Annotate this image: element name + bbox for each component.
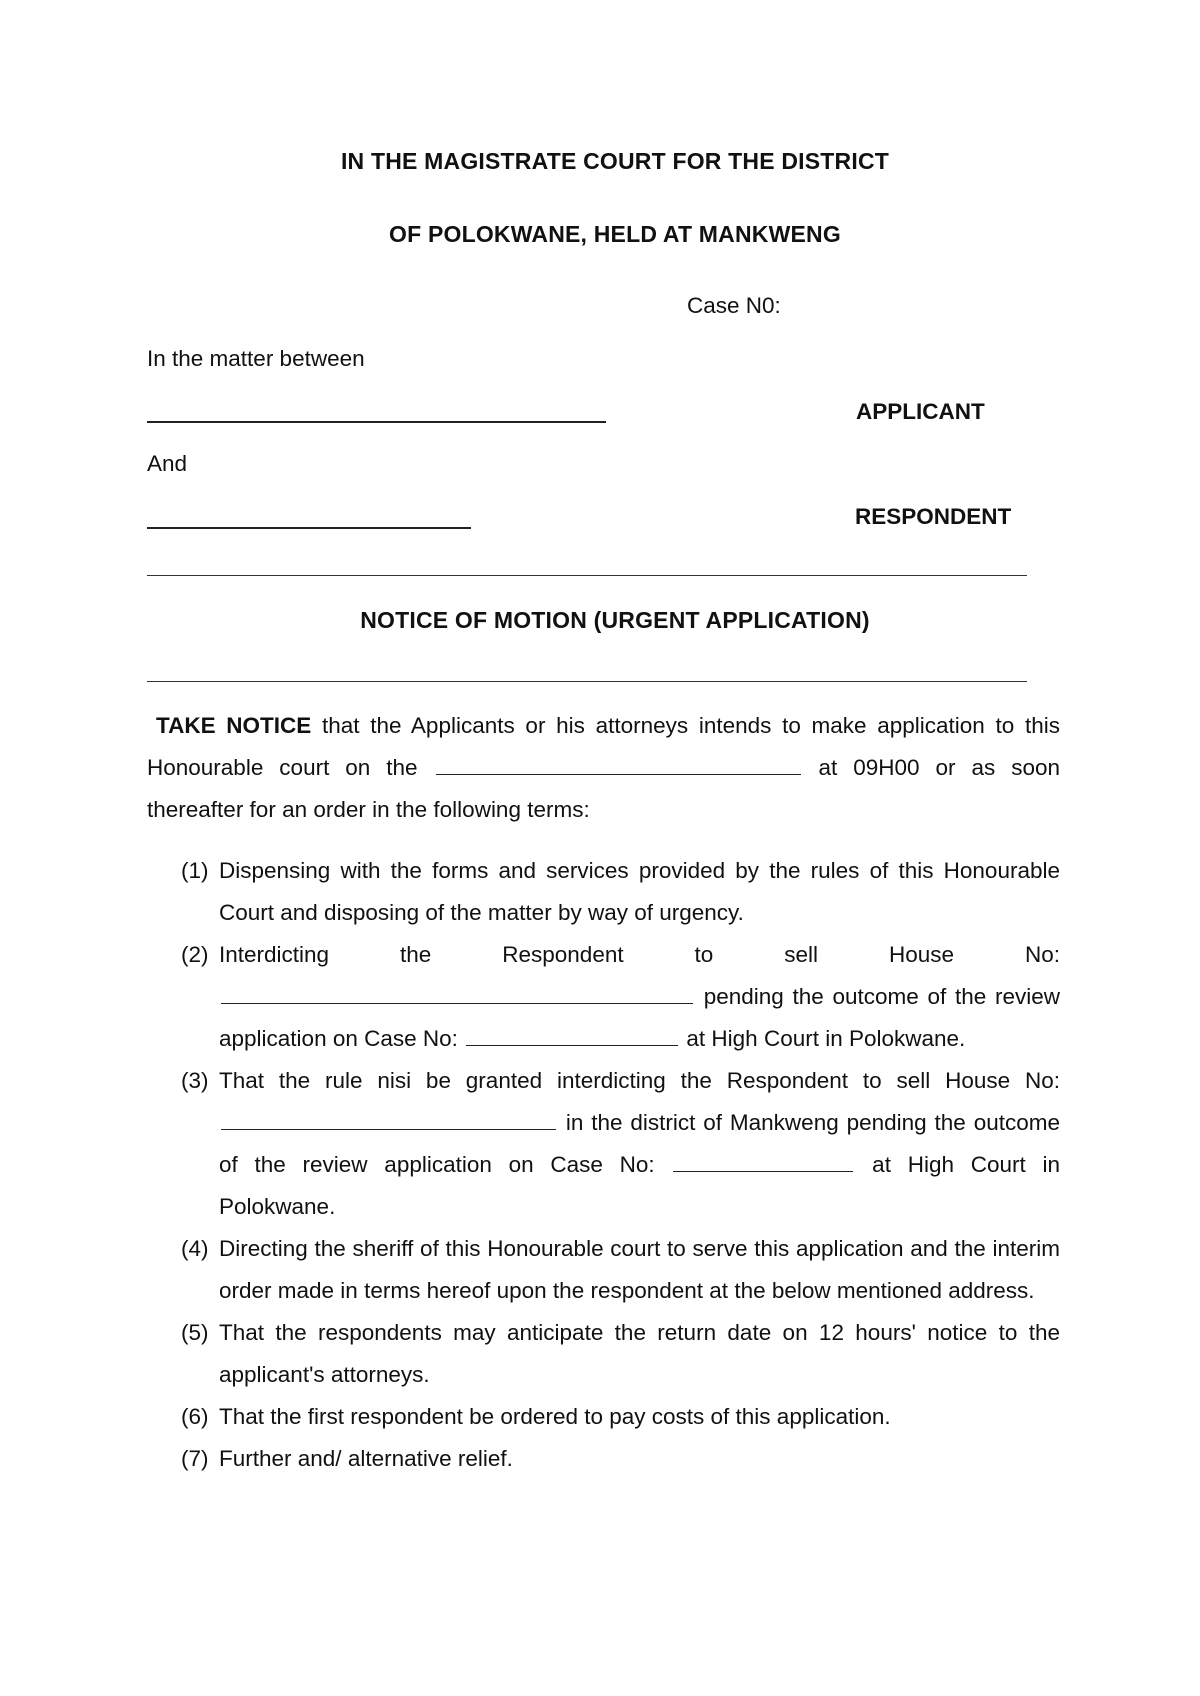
item-text: That the respondents may anticipate the return date on 12 hours' notice to the applicant's attorneys.: [219, 1320, 1060, 1387]
list-item: [181, 934, 1060, 1060]
item-text: Further and/ alternative relief.: [219, 1446, 513, 1471]
intro-text-1: that the Applicants or his attorneys intends to make application to this Honourable court on the: [147, 713, 1060, 780]
applicant-name-blank: [147, 421, 606, 423]
and-label: And: [147, 451, 188, 476]
respondent-label: RESPONDENT: [855, 504, 1012, 529]
case-number-blank: [466, 1023, 678, 1046]
respondent-name-blank: [147, 527, 471, 529]
order-terms-list: [181, 850, 1060, 1480]
house-number-blank: [221, 1107, 556, 1130]
item-text: That the first respondent be ordered to pay costs of this application.: [219, 1404, 891, 1429]
hearing-date-blank: [436, 752, 801, 775]
court-heading-line-2: OF POLOKWANE, HELD AT MANKWENG: [389, 221, 841, 247]
item-number: (7): [181, 1446, 209, 1471]
list-item: [181, 1228, 1060, 1312]
item-number: (2): [181, 942, 209, 967]
case-number-label: Case N0:: [687, 293, 781, 318]
item-number: (4): [181, 1236, 209, 1261]
list-item: [181, 1060, 1060, 1228]
item-text: in the district of Mankweng pending the outcome of the review application on Case No:: [219, 1110, 1060, 1177]
item-number: (1): [181, 858, 209, 883]
case-number-blank: [673, 1149, 853, 1172]
house-number-blank: [221, 981, 693, 1004]
intro-text-2: at 09H00 or as soon thereafter for an order in the following terms:: [147, 755, 1060, 822]
item-text: at High Court in Polokwane.: [219, 1152, 1060, 1219]
list-item: [181, 1312, 1060, 1396]
item-text: Dispensing with the forms and services provided by the rules of this Honourable Court and disposing of the matter by way of urgency.: [219, 858, 1060, 925]
title-top-rule: [147, 575, 1027, 576]
court-heading-line-1: IN THE MAGISTRATE COURT FOR THE DISTRICT: [340, 148, 890, 174]
applicant-label: APPLICANT: [856, 399, 985, 424]
item-text: That the rule nisi be granted interdicting the Respondent to sell House No:: [219, 1068, 1060, 1093]
item-text: Interdicting the Respondent to sell House No:: [219, 942, 1060, 967]
item-text: pending the outcome of the review application on Case No:: [219, 984, 1060, 1051]
item-number: (3): [181, 1068, 209, 1093]
title-bottom-rule: [147, 681, 1027, 682]
matter-between-label: In the matter between: [147, 346, 365, 371]
intro-paragraph: [147, 705, 1060, 831]
take-notice-lead: TAKE NOTICE: [156, 713, 312, 738]
list-item: [181, 850, 1060, 934]
list-item: [181, 1438, 1060, 1480]
item-number: (6): [181, 1404, 209, 1429]
list-item: [181, 1396, 1060, 1438]
item-text: at High Court in Polokwane.: [680, 1026, 966, 1051]
item-number: (5): [181, 1320, 209, 1345]
item-text: Directing the sheriff of this Honourable court to serve this application and the interim order made in terms hereof upon the respondent at the below mentioned address.: [219, 1236, 1060, 1303]
notice-title: NOTICE OF MOTION (URGENT APPLICATION): [360, 607, 870, 633]
